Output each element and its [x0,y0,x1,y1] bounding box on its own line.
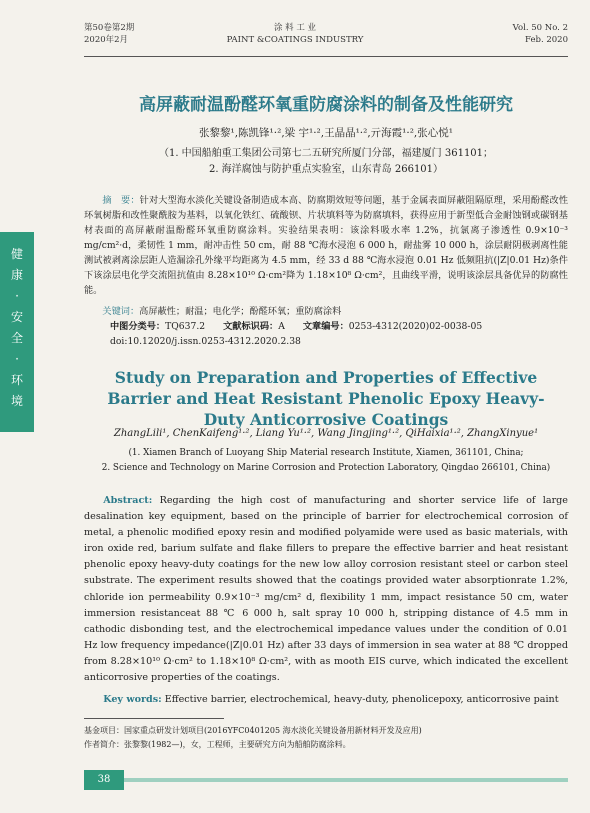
side-banner-char: 境 [10,394,23,408]
authors-en: ZhangLili¹, ChenKaifeng¹·², Liang Yu¹·², Wang Jingjing¹·², QiHaixia¹·², ZhangXinyue¹ [113,428,539,439]
header-volume-cn: 第50卷第2期 2020年2月 [84,23,135,45]
page-number: 38 [84,770,124,790]
side-banner-char: 康 [10,268,23,282]
footnote-rule [84,718,224,719]
header-rule [84,56,568,57]
footnote-author: 作者简介：张黎黎(1982—)，女，工程师，主要研究方向为船舶防腐涂料。 [84,740,351,749]
abstract-cn-text: 针对大型海水淡化关键设备制造成本高、防腐期效短等问题，基于金属表面屏蔽阻隔原理，采用酚醛改性环氧树脂和改性聚酰胺为基料，以氧化铁红、硫酸钡、片状填料等为防腐填料，获得应用于新型低合金耐蚀钢或碳钢基材表面的高屏蔽耐温酚醛环氧重防腐涂料。实验结果表明：该涂料吸水率 1.2%，抗氯离子渗透性 0.9×10⁻³ mg/cm²·d，柔韧性 1 mm，耐冲击性 50 cm，耐 88 ℃海水浸泡 6 000 h，耐盐雾 10 000 h，涂层耐阴极剥离性能测试被剥离涂层距人造漏涂孔外缘平均距离为 4.5 mm，经 33 d 88 ℃海水浸泡 0.01 Hz 低频阻抗(|Z|0.01 Hz)条件下该涂层电化学交流阻抗值由 8.28×10¹⁰ Ω·cm²降为 1.18×10⁸ Ω·cm²，且曲线平滑，说明该涂层具备优异的防腐性能。 [84,195,569,296]
abstract-cn-label: 摘 要： [102,195,140,206]
affiliation-cn-2: 2. 海洋腐蚀与防护重点实验室，山东青岛 266101） [208,164,444,175]
side-banner-char: 健 [10,247,23,261]
running-header [0,16,590,54]
side-banner [0,232,34,432]
title-cn: 高屏蔽耐温酚醛环氧重防腐涂料的制备及性能研究 [139,95,513,115]
authors-cn: 张黎黎¹,陈凯锋¹·²,梁 宇¹·²,王晶晶¹·²,亓海霞¹·²,张心悦¹ [199,127,453,139]
side-banner-char: 全 [10,331,23,345]
side-banner-char: · [15,289,19,303]
side-banner-char: 环 [10,373,23,387]
title-en: Study on Preparation and Properties of Effective Barrier and Heat Resistant Phenolic Epoxy Heavy-Duty Anticorrosive Coatings [107,368,545,429]
keywords-cn: 关键词：高屏蔽性；耐温；电化学；酚醛环氧；重防腐涂料 [102,306,342,317]
abstract-en [84,493,568,686]
footnote-funding: 基金项目：国家重点研发计划项目(2016YFC0401205 海水淡化关键设备用新材料开发及应用) [84,726,422,735]
doi-line: doi:10.12020/j.issn.0253-4312.2020.2.38 [110,336,301,347]
keywords-en-label: Key words: [103,694,162,705]
affiliation-en-1: (1. Xiamen Branch of Luoyang Ship Material research Institute, Xiamen, 361101, China; [128,448,524,458]
side-banner-char: 安 [10,310,23,324]
abstract-cn [84,193,568,298]
side-banner-char: · [15,352,19,366]
keywords-en: Key words: Effective barrier, electrochemical, heavy-duty, phenolicepoxy, anticorrosive paint [103,694,559,705]
header-journal: 涂 料 工 业 PAINT &COATINGS INDUSTRY [226,23,364,45]
keywords-cn-label: 关键词： [102,306,140,317]
abstract-en-text: Regarding the high cost of manufacturing and shorter service life of large desalination key equipment, based on the principle of barrier for electrochemical corrosion of metal, a phenolic modified epoxy resin and modified polyamide were used as basic materials, with iron oxide red, barium sulfate and flake fillers to prepare the effective barrier and heat resistant phenolic epoxy heavy-duty coatings for the new low alloy corrosion resistant steel or carbon steel substrate. The experiment results showed that the coatings provided water absorptionrate 1.2%, chloride ion permeability 0.9×10⁻³ mg/cm² d, flexibility 1 mm, impact resistance 50 cm, water immersion resistanceat 88 ℃ 6 000 h, salt spray 10 000 h, stripping distance of 4.5 mm in cathodic disbonding test, and the electrochemical impedance values under the condition of 0.01 Hz low frequency impedance(|Z|0.01 Hz) after 33 days of immersion in sea water at 88 ℃ dropped from 8.28×10¹⁰ Ω·cm² to 1.18×10⁸ Ω·cm², with as mooth EIS curve, which indicated the excellent anticorrosive properties of the coatings. [84,495,568,684]
affiliation-cn-1: （1. 中国船舶重工集团公司第七二五研究所厦门分部，福建厦门 361101； [158,148,494,159]
abstract-en-label: Abstract: [103,495,153,506]
header-volume-en: Vol. 50 No. 2 Feb. 2020 [512,23,568,45]
classification-line: 中图分类号：TQ637.2 文献标识码：A 文章编号：0253-4312(2020)02-0038-05 [110,321,483,332]
page-footer-bar [124,778,568,782]
affiliation-en-2: 2. Science and Technology on Marine Corrosion and Protection Laboratory, Qingdao 266101, China) [101,463,551,473]
